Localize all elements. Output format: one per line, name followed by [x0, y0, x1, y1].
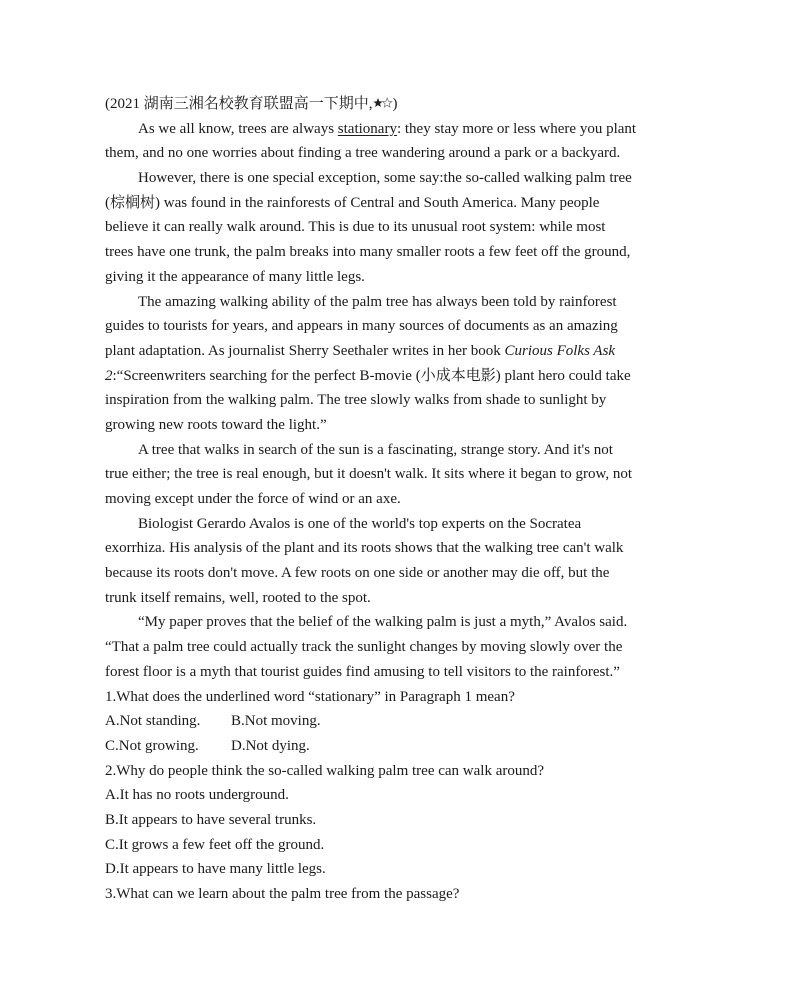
paragraph-1-line-1: [105, 117, 687, 142]
paragraph-4-line-3: moving except under the force of wind or an axe.: [105, 491, 401, 507]
question-1-stem: 1.What does the underlined word “stationary” in Paragraph 1 mean?: [105, 688, 515, 705]
source-text: (2021 湖南三湘名校教育联盟高一下期中,: [105, 96, 373, 112]
text-span: : they stay more or less where you plant: [396, 120, 637, 137]
paragraph-6-line-2: “That a palm tree could actually track the sunlight changes by moving slowly over the: [105, 639, 623, 656]
paragraph-3-line-4: [105, 364, 687, 389]
paragraph-3-line-5: inspiration from the walking palm. The tree slowly walks from shade to sunlight by: [105, 392, 607, 409]
star-icon: [373, 96, 393, 110]
paragraph-6-line-3: forest floor is a myth that tourist guides find amusing to tell visitors to the rainforest.”: [105, 663, 620, 680]
paragraph-2-line-1: However, there is one special exception, some say:the so-called walking palm tree: [138, 170, 632, 187]
paragraph-2-line-3: believe it can really walk around. This is due to its unusual root system: while most: [105, 219, 606, 236]
text-span: :“Screenwriters searching for the perfect B-movie (小成本电影) plant hero could take: [112, 367, 631, 384]
paragraph-1-line-2: them, and no one worries about finding a tree wandering around a park or a backyard.: [105, 145, 621, 162]
paragraph-5-line-4: trunk itself remains, well, rooted to the spot.: [105, 589, 371, 606]
book-title: Curious Folks Ask: [504, 342, 616, 359]
paragraph-4-line-2: true either; the tree is real enough, but it doesn't walk. It sits where it began to grow, not: [105, 466, 633, 483]
paragraph-5-line-2: exorrhiza. His analysis of the plant and its roots shows that the walking tree can't walk: [105, 540, 624, 557]
paragraph-5-line-3: because its roots don't move. A few roots on one side or another may die off, but the: [105, 565, 610, 582]
question-2-stem: 2.Why do people think the so-called walking palm tree can walk around?: [105, 762, 545, 779]
paragraph-2-line-2: (棕榈树) was found in the rainforests of Central and South America. Many people: [105, 194, 600, 211]
paragraph-4-line-1: A tree that walks in search of the sun is a fascinating, strange story. And it's not: [138, 441, 613, 458]
question-2-option-a: A.It has no roots underground.: [105, 787, 289, 804]
document-page: [105, 92, 687, 907]
source-header: [105, 92, 687, 117]
text-span: As we all know, trees are always: [138, 120, 338, 137]
paragraph-2-line-4: trees have one trunk, the palm breaks into many smaller roots a few feet off the ground,: [105, 244, 631, 261]
question-2-option-b: B.It appears to have several trunks.: [105, 811, 317, 828]
option-a: A.Not standing.: [105, 713, 201, 730]
question-1-options-row-2: [105, 734, 687, 759]
question-2-option-d: D.It appears to have many little legs.: [105, 861, 326, 878]
paragraph-3-line-2: guides to tourists for years, and appears in many sources of documents as an amazing: [105, 318, 618, 335]
question-2-option-c: C.It grows a few feet off the ground.: [105, 836, 325, 853]
option-d: D.Not dying.: [231, 737, 310, 754]
option-c: C.Not growing.: [105, 737, 199, 754]
source-close: ): [392, 96, 398, 112]
option-b: B.Not moving.: [231, 713, 321, 730]
text-span: plant adaptation. As journalist Sherry Seethaler writes in her book: [105, 342, 505, 359]
book-title-number: 2: [105, 367, 113, 384]
underlined-word: stationary: [337, 120, 397, 137]
paragraph-6-line-1: “My paper proves that the belief of the walking palm is just a myth,” Avalos said.: [138, 614, 628, 631]
paragraph-3-line-6: growing new roots toward the light.”: [105, 416, 327, 433]
paragraph-3-line-1: The amazing walking ability of the palm tree has always been told by rainforest: [138, 293, 617, 310]
paragraph-5-line-1: Biologist Gerardo Avalos is one of the world's top experts on the Socratea: [138, 515, 582, 532]
paragraph-2-line-5: giving it the appearance of many little legs.: [105, 268, 365, 285]
paragraph-3-line-3: [105, 339, 687, 364]
question-1-options-row-1: [105, 709, 687, 734]
question-3-stem: 3.What can we learn about the palm tree from the passage?: [105, 886, 460, 902]
